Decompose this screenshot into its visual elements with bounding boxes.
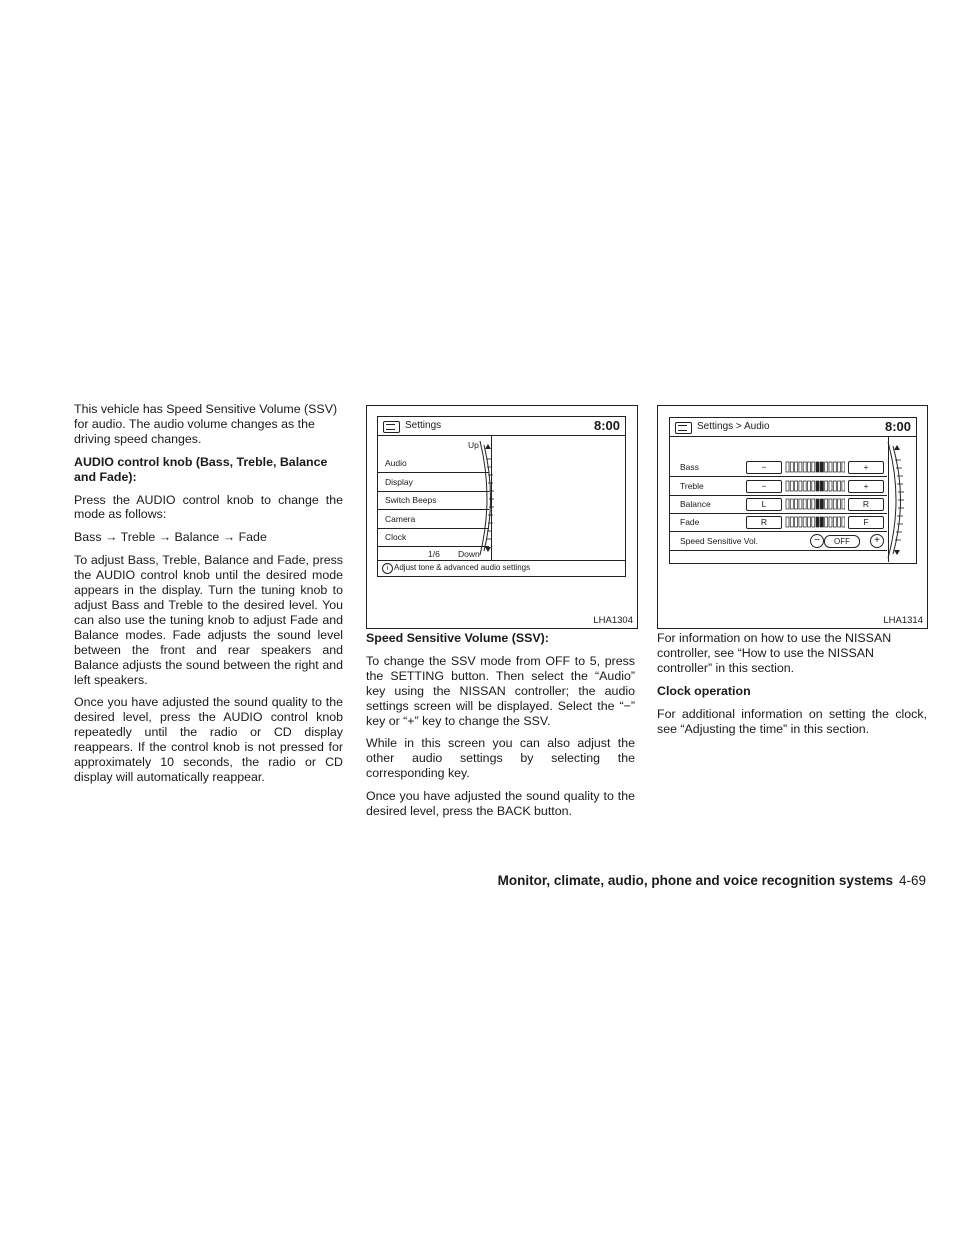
level-segment	[812, 499, 815, 509]
level-segment	[799, 517, 802, 527]
level-segment	[786, 462, 789, 472]
audio-settings-screen	[669, 417, 917, 564]
level-segment	[825, 481, 828, 491]
menu-icon	[675, 422, 692, 434]
level-segment	[842, 517, 845, 527]
menu-item-label: Clock	[385, 532, 407, 542]
level-segment	[838, 481, 841, 491]
level-segment	[842, 462, 845, 472]
level-marker	[820, 517, 823, 527]
audio-row-label: Balance	[680, 499, 711, 509]
ssv-paragraph-3: Once you have adjusted the sound quality to the desired level, press the BACK button.	[366, 789, 635, 819]
level-segment	[829, 462, 832, 472]
level-marker	[816, 517, 819, 527]
bass-level-bar	[785, 461, 845, 473]
balance-right-button[interactable]: R	[848, 498, 884, 511]
level-segment	[795, 517, 798, 527]
level-segment	[829, 481, 832, 491]
text-column-left	[74, 402, 343, 793]
level-segment	[808, 462, 811, 472]
menu-item-label: Switch Beeps	[385, 495, 437, 505]
scroll-up-label[interactable]: Up	[468, 440, 479, 450]
menu-item-label: Audio	[385, 458, 407, 468]
ssv-label: Speed Sensitive Vol.	[680, 536, 758, 546]
scroll-dial-icon[interactable]	[476, 439, 504, 557]
level-segment	[786, 481, 789, 491]
screen-title: Settings > Audio	[697, 421, 770, 432]
figure-id: LHA1314	[883, 615, 923, 626]
level-segment	[790, 499, 793, 509]
screen-title-bar	[378, 417, 625, 436]
page-number: 4-69	[898, 873, 926, 888]
level-marker	[816, 462, 819, 472]
audio-row-label: Bass	[680, 462, 699, 472]
menu-item-label: Camera	[385, 514, 416, 524]
menu-item-camera[interactable]	[378, 510, 489, 529]
level-segment	[803, 517, 806, 527]
level-segment	[790, 481, 793, 491]
level-marker	[816, 499, 819, 509]
page-indicator: 1/6	[428, 549, 440, 559]
level-segment	[833, 499, 836, 509]
audio-row-bass	[670, 458, 887, 477]
text-column-middle	[366, 631, 635, 827]
audio-row-ssv	[670, 532, 887, 551]
level-segment	[808, 499, 811, 509]
balance-left-button[interactable]: L	[746, 498, 782, 511]
screen-title-bar	[670, 418, 916, 437]
mode-sequence: Bass → Treble → Balance → Fade	[74, 530, 267, 545]
audio-knob-heading: AUDIO control knob (Bass, Treble, Balance and Fade):	[74, 454, 328, 484]
ssv-paragraph-2: While in this screen you can also adjust the other audio settings by selecting the corresponding key.	[366, 736, 635, 781]
fade-level-bar	[785, 516, 845, 528]
clock-display: 8:00	[593, 418, 620, 433]
level-segment	[812, 462, 815, 472]
menu-icon	[383, 421, 400, 433]
treble-level-bar	[785, 480, 845, 492]
level-segment	[786, 517, 789, 527]
level-segment	[799, 462, 802, 472]
page-footer	[498, 873, 926, 888]
level-segment	[795, 462, 798, 472]
info-text: Adjust tone & advanced audio settings	[394, 563, 531, 572]
menu-item-audio[interactable]	[378, 454, 489, 473]
menu-item-label: Display	[385, 477, 413, 487]
level-segment	[790, 517, 793, 527]
figure-id: LHA1304	[593, 615, 633, 626]
bass-increase-button[interactable]: +	[848, 461, 884, 474]
level-segment	[803, 462, 806, 472]
level-segment	[799, 481, 802, 491]
level-segment	[833, 462, 836, 472]
treble-increase-button[interactable]: +	[848, 480, 884, 493]
treble-decrease-button[interactable]: −	[746, 480, 782, 493]
menu-item-switch-beeps[interactable]	[378, 491, 489, 510]
figure-audio-settings-screen	[657, 405, 928, 629]
level-segment	[825, 499, 828, 509]
level-marker	[820, 499, 823, 509]
audio-row-fade	[670, 513, 887, 532]
audio-row-label: Treble	[680, 481, 704, 491]
ssv-paragraph-1: To change the SSV mode from OFF to 5, press the SETTING button. Then select the “Audio” key using the NISSAN controller; the audio settings screen will be displayed. Select the “−” key or “+” key to change the SSV.	[366, 653, 635, 728]
menu-item-clock[interactable]	[378, 528, 489, 547]
level-segment	[808, 481, 811, 491]
level-segment	[786, 499, 789, 509]
level-segment	[795, 499, 798, 509]
level-segment	[833, 481, 836, 491]
level-segment	[825, 462, 828, 472]
level-segment	[812, 481, 815, 491]
level-segment	[803, 499, 806, 509]
text-column-right	[657, 631, 927, 744]
clock-heading: Clock operation	[657, 683, 751, 698]
level-segment	[795, 481, 798, 491]
ssv-increase-button[interactable]: +	[870, 534, 884, 548]
level-segment	[838, 499, 841, 509]
level-segment	[790, 462, 793, 472]
balance-level-bar	[785, 498, 845, 510]
audio-row-treble	[670, 477, 887, 496]
audio-row-balance	[670, 495, 887, 514]
level-segment	[829, 499, 832, 509]
controller-reference-paragraph: For information on how to use the NISSAN controller, see “How to use the NISSAN controller” in this section.	[657, 631, 892, 675]
audio-knob-paragraph: Press the AUDIO control knob to change the mode as follows:	[74, 492, 343, 522]
ssv-value: OFF	[824, 535, 860, 548]
screen-title: Settings	[405, 420, 442, 431]
level-segment	[812, 517, 815, 527]
info-icon: i	[382, 563, 393, 574]
ssv-intro-paragraph: This vehicle has Speed Sensitive Volume (SSV) for audio. The audio volume changes as the driving speed changes.	[74, 402, 338, 446]
level-segment	[825, 517, 828, 527]
clock-display: 8:00	[884, 419, 911, 434]
figure-settings-screen	[366, 405, 638, 629]
level-segment	[799, 499, 802, 509]
reappear-paragraph: Once you have adjusted the sound quality to the desired level, press the AUDIO control knob repeatedly until the radio or CD display reappears. If the control knob is not pressed for approximately 10 seconds, the radio or CD display will automatically reappear.	[74, 695, 343, 784]
bass-decrease-button[interactable]: −	[746, 461, 782, 474]
clock-paragraph: For additional information on setting the clock, see “Adjusting the time” in this section.	[657, 706, 927, 736]
ssv-decrease-button[interactable]: −	[810, 534, 824, 548]
info-bar	[378, 560, 625, 576]
level-segment	[803, 481, 806, 491]
settings-screen	[377, 416, 626, 577]
level-segment	[829, 517, 832, 527]
adjust-paragraph: To adjust Bass, Treble, Balance and Fade, press the AUDIO control knob until the desired mode appears in the display. Turn the tuning knob to adjust Bass and Treble to the desired level. You can also use the tuning knob to adjust Fade and Balance modes. Fade adjusts the sound level between the front and rear speakers and Balance adjusts the sound between the right and left speakers.	[74, 553, 343, 687]
section-title: Monitor, climate, audio, phone and voice recognition systems	[497, 873, 893, 888]
menu-item-display[interactable]	[378, 473, 489, 492]
level-marker	[820, 462, 823, 472]
level-segment	[842, 499, 845, 509]
level-segment	[842, 481, 845, 491]
level-segment	[838, 462, 841, 472]
level-marker	[820, 481, 823, 491]
scroll-dial-icon[interactable]	[882, 440, 914, 560]
fade-front-button[interactable]: F	[848, 516, 884, 529]
level-segment	[833, 517, 836, 527]
audio-row-label: Fade	[680, 517, 700, 527]
level-segment	[838, 517, 841, 527]
fade-rear-button[interactable]: R	[746, 516, 782, 529]
ssv-heading: Speed Sensitive Volume (SSV):	[366, 631, 549, 645]
scroll-down-label[interactable]: Down	[458, 549, 480, 559]
level-segment	[808, 517, 811, 527]
level-marker	[816, 481, 819, 491]
